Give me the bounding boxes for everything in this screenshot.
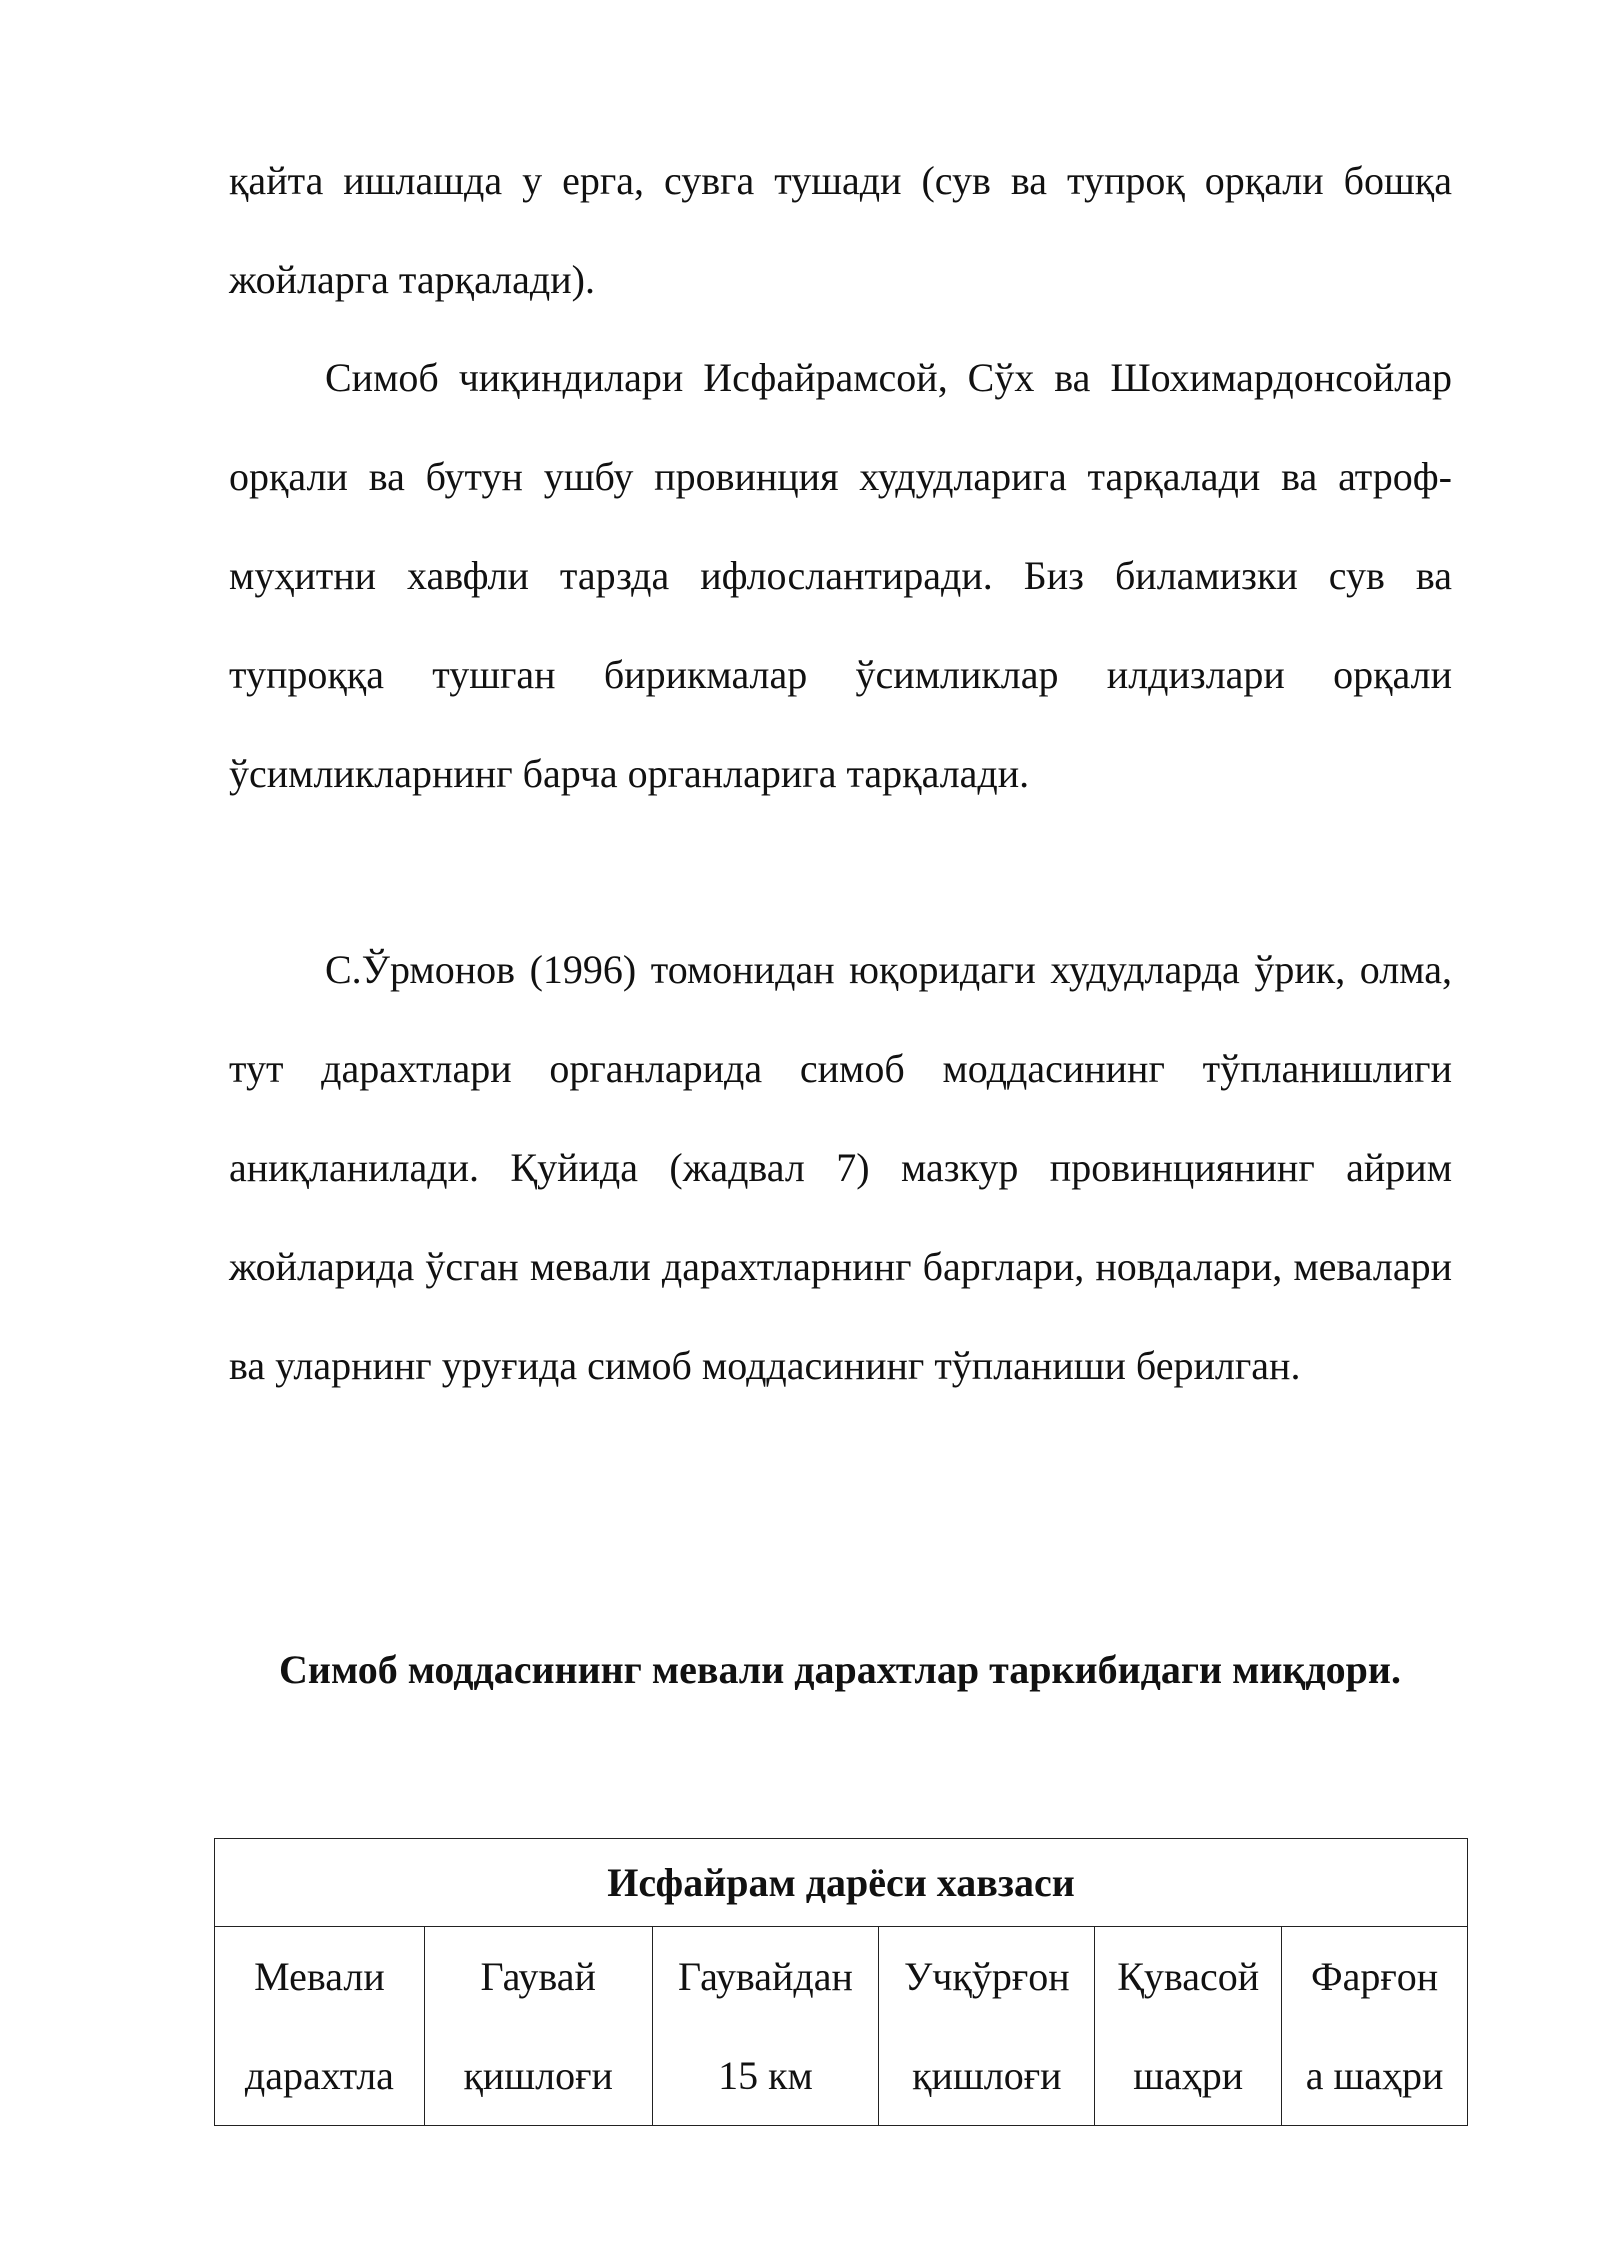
column-header-uchkurgon <box>879 1927 1095 2126</box>
column-header-line: а шаҳри <box>1305 2053 1444 2098</box>
column-header-line: дарахтла <box>244 2053 394 2098</box>
column-header-gauvai-15km <box>652 1927 879 2126</box>
column-header-fruit-trees <box>215 1927 425 2126</box>
table-header-row <box>215 1927 1468 2126</box>
column-header-line: Гаувайдан <box>678 1954 853 1999</box>
column-header-line: Учқўрғон <box>903 1954 1070 1999</box>
column-header-kuvasoy <box>1095 1927 1282 2126</box>
table-caption: Симоб моддасининг мевали дарахтлар таркибидаги миқдори. <box>279 1647 1401 1692</box>
paragraph-2: Симоб чиқиндилари Исфайрамсой, Сўх ва Шохимардонсойлар орқали ва бутун ушбу провинция худудларига тарқалади ва атроф-муҳитни хавфли тарзда ифлослантиради. Биз биламизки сув ва тупроққа тушган бирикмалар ўсимликлар илдизлари орқали ўсимликларнинг барча органларига тарқалади. <box>229 355 1452 796</box>
column-header-line: қишлоғи <box>463 2053 613 2098</box>
column-header-line: шаҳри <box>1133 2053 1244 2098</box>
column-header-fergana <box>1282 1927 1468 2126</box>
column-header-line: 15 км <box>718 2053 813 2098</box>
column-header-line: Фарғон <box>1310 1954 1439 1999</box>
paragraph-1: қайта ишлашда у ерга, сувга тушади (сув ва тупроқ орқали бошқа жойларга тарқалади). <box>229 158 1452 302</box>
table-title: Исфайрам дарёси хавзаси <box>215 1839 1468 1927</box>
data-table <box>214 1838 1468 2126</box>
column-header-line: Қувасой <box>1117 1954 1260 1999</box>
table-title-row <box>215 1839 1468 1927</box>
paragraph-3: С.Ўрмонов (1996) томонидан юқоридаги худудларда ўрик, олма, тут дарахтлари органларида симоб моддасининг тўпланишлиги аниқланилади. Қуйида (жадвал 7) мазкур провинциянинг айрим жойларида ўсган мевали дарахтларнинг барглари, новдалари, мевалари ва уларнинг уруғида симоб моддасининг тўпланиши берилган. <box>229 947 1452 1388</box>
column-header-gauvai <box>424 1927 652 2126</box>
column-header-line: қишлоғи <box>912 2053 1062 2098</box>
column-header-line: Мевали <box>254 1954 385 1999</box>
column-header-line: Гаувай <box>480 1954 596 1999</box>
